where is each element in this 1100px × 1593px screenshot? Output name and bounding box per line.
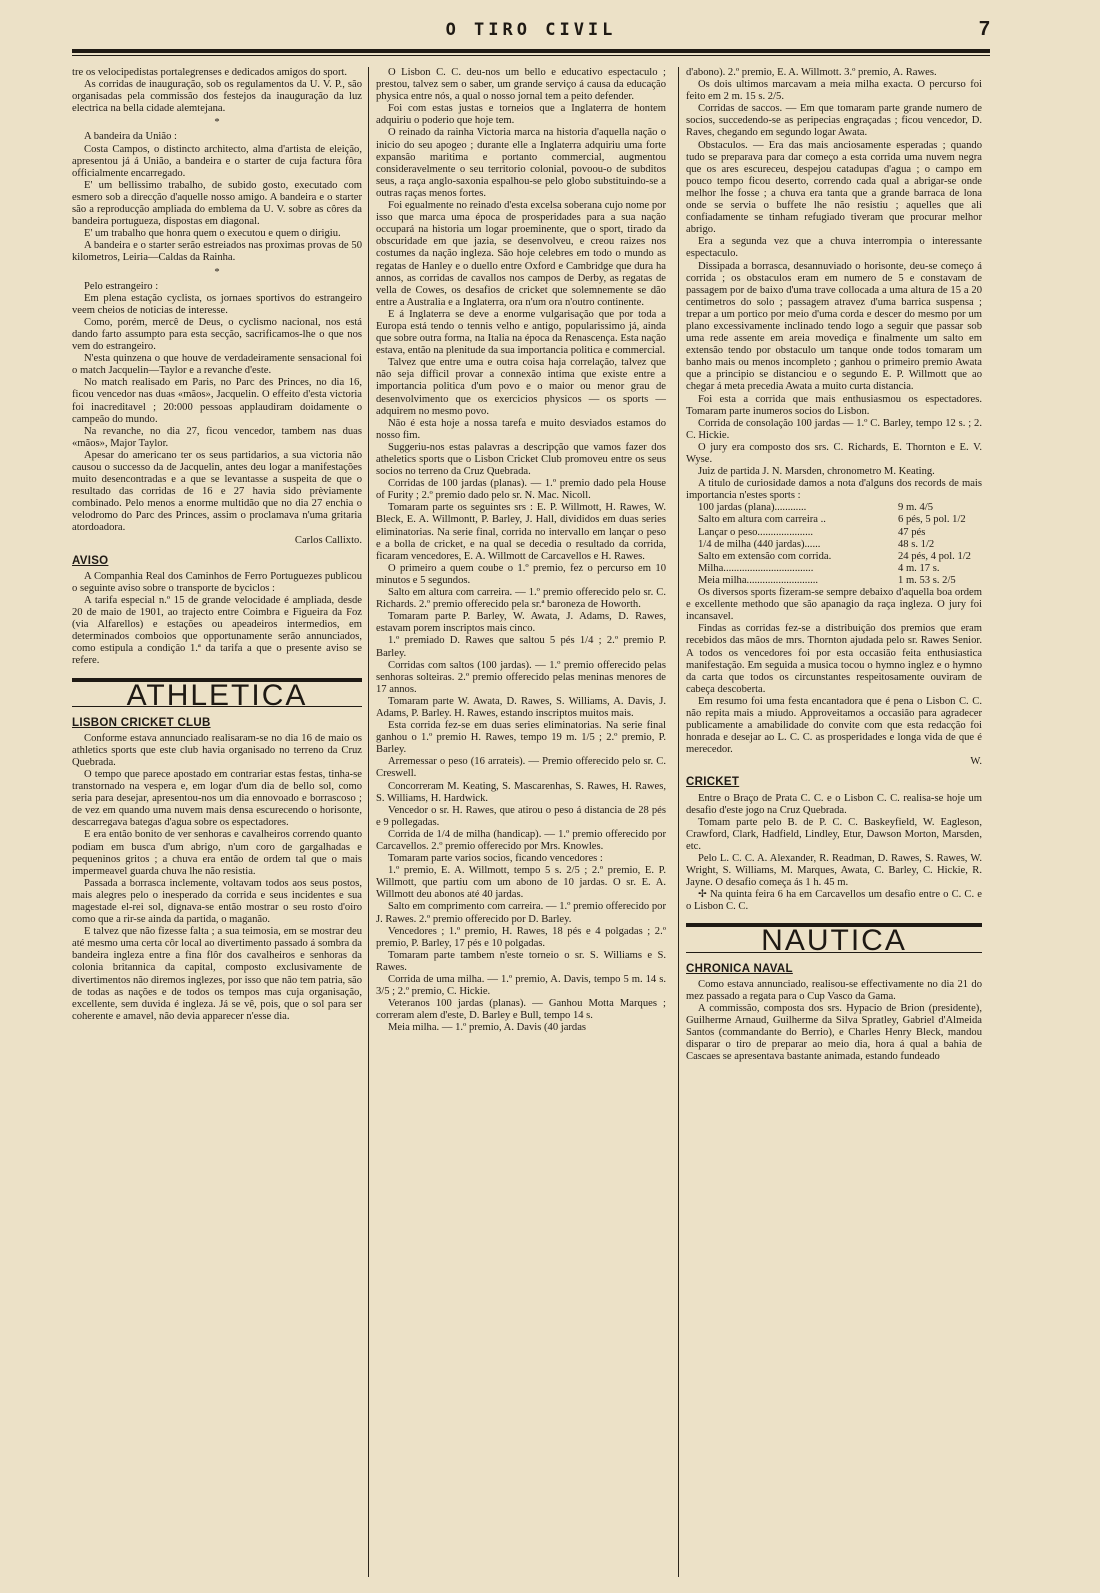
header-rule-thick xyxy=(72,49,990,53)
paragraph: Arremessar o peso (16 arrateis). — Premio offerecido pelo sr. C. Creswell. xyxy=(376,756,666,780)
paragraph: Corridas com saltos (100 jardas). — 1.º premio offerecido pelas senhoras solteiras. 2.º premio offerecido pelas meninas menores de 17 annos. xyxy=(376,659,666,695)
paragraph: Meia milha. — 1.º premio, A. Davis (40 jardas xyxy=(388,1022,587,1034)
paragraph: Tomam parte pelo B. de P. C. C. Baskeyfield, W. Eagleson, Crawford, Clark, Hadfield, Lindley, Etur, Dawson Morton, Marsden, etc. xyxy=(686,816,982,852)
paragraph: tre os velocipedistas portalegrenses e dedicados amigos do sport. xyxy=(72,67,348,78)
paragraph: Em resumo foi uma festa encantadora que é pena o Lisbon C. C. não repita mais a miudo. Approveitamos a occasião para agradecer publicamente a amabilidade do convite com que esta redacção foi honrada e desejar ao L. C. C. as prosperidades e longa vida de que é merecedor. xyxy=(686,695,982,756)
record-value: 24 pés, 4 pol. 1/2 xyxy=(898,550,971,562)
record-row xyxy=(686,539,982,551)
subsection-heading: CHRONICA NAVAL xyxy=(686,962,793,975)
record-value: 1 m. 53 s. 2/5 xyxy=(898,574,956,586)
paragraph: Na revanche, no dia 27, ficou vencedor, tambem nas duas «mãos», Major Taylor. xyxy=(72,425,362,449)
paragraph: 1.º premiado D. Rawes que saltou 5 pés 1/4 ; 2.º premio P. Barley. xyxy=(376,635,666,659)
record-event: Meia milha........................... xyxy=(698,574,819,586)
record-row xyxy=(686,551,982,563)
paragraph: Juiz de partida J. N. Marsden, chronometro M. Keating. xyxy=(698,466,935,478)
record-row xyxy=(686,514,982,526)
paragraph: O Lisbon C. C. deu-nos um bello e educativo espectaculo ; prestou, talvez sem o saber, um grande serviço á causa da educação physica entre nós, a qual o nosso jornal tem a peito defender. xyxy=(376,67,666,103)
paragraph: O primeiro a quem coube o 1.º premio, fez o percurso em 10 minutos e 5 segundos. xyxy=(376,562,666,586)
paragraph: E á Inglaterra se deve a enorme vulgarisação que por toda a Europa está tendo o tennis velho e antigo, popularissimo já, ainda que sobre outra forma, na Italia na época da Renascença. Esta nação estava, então na plenitude da sua importancia politica e commercial. xyxy=(376,308,666,357)
paragraph: A bandeira da União : xyxy=(84,131,177,143)
paragraph: Corrida de 1/4 de milha (handicap). — 1.º premio offerecido por Carcavellos. 2.º premio offerecido por Mrs. Knowles. xyxy=(376,828,666,852)
paragraph: Concorreram M. Keating, S. Mascarenhas, S. Rawes, H. Rawes, S. Williams, H. Hardwick. xyxy=(376,780,666,804)
masthead-title: O TIRO CIVIL xyxy=(445,20,617,40)
paragraph: Como estava annunciado, realisou-se effectivamente no dia 21 do mez passado a regata para o Cup Vasco da Gama. xyxy=(686,978,982,1002)
paragraph: Dissipada a borrasca, desannuviado o horisonte, deu-se começo á corrida ; os obstaculos eram em numero de 5 e constavam de passagem por de baixo d'uma trave collocada a uma altura de 15 a 20 centimetros do solo ; passagem atravez d'uma barrica suspensa ; trepar a um portico por meio d'uma corda e descer do mesmo por um plano excessivamente inclinado tendo logo a seguir que passar sob uma rede assente em areia movediça e finalmente um salto em extensão tendo por obstaculo um tanque onde todos tomaram um banho mais ou menos incompleto ; ganhou o primeiro premio Awata que a principio se distanciou e o segundo E. P. Willmott que ao chegar á meta precedia Awata a muito curta distancia. xyxy=(686,260,982,393)
paragraph: Salto em altura com carreira. — 1.º premio offerecido pelo sr. C. Richards. 2.º premio offerecido pela sr.ª baroneza de Howorth. xyxy=(376,587,666,611)
paragraph: A tarifa especial n.º 15 de grande velocidade é ampliada, desde 20 de maio de 1901, ao trajecto entre Coimbra e Figueira da Foz (via Alfarellos) e estações ou apeadeiros intermedios, em determinados comboios que opportunamente serão annunciados, como estipula a condição 1.ª da tarifa a que o presente aviso se refere. xyxy=(72,594,362,667)
paragraph: Suggeriu-nos estas palavras a descripção que vamos fazer dos atheletics sports que o Lisbon Cricket Club promoveu entre os seus socios no terreno da Cruz Quebrada. xyxy=(376,441,666,478)
paragraph: Entre o Braço de Prata C. C. e o Lisbon C. C. realisa-se hoje um desafio d'este jogo na Cruz Quebrada. xyxy=(686,792,982,816)
paragraph: Tomaram parte os seguintes srs : E. P. Willmott, H. Rawes, W. Bleck, E. A. Willmontt, P. Barley, J. Hall, divididos em duas series eliminatorias. Na serie final, corrida no intervallo em lançar o peso e a bolla de cricket, e na qual se decedia o resultado da corrida, ficaram vencedores, E. A. Willmott de Carcavellos e H. Rawes. xyxy=(376,502,666,562)
record-event: Salto em altura com carreira .. xyxy=(698,514,826,526)
paragraph: Corrida de uma milha. — 1.º premio, A. Davis, tempo 5 m. 14 s. 3/5 ; 2.º premio, C. Hickie. xyxy=(376,974,666,998)
record-row xyxy=(686,502,982,514)
section-heading: ATHLETICA xyxy=(72,678,362,707)
record-value: 6 pés, 5 pol. 1/2 xyxy=(898,514,966,526)
paragraph: Os dois ultimos marcavam a meia milha exacta. O percurso foi feito em 2 m. 15 s. 2/5. xyxy=(686,79,982,103)
paragraph: Em plena estação cyclista, os jornaes sportivos do estrangeiro veem cheios de noticias de interesse. xyxy=(72,292,362,316)
record-row xyxy=(686,527,982,539)
paragraph: Vencedor o sr. H. Rawes, que atirou o peso á distancia de 28 pés e 9 pollegadas. xyxy=(376,804,666,828)
column-3-part-b xyxy=(686,587,982,1063)
paragraph: Veteranos 100 jardas (planas). — Ganhou Mottа Marques ; correram alem d'este, D. Barley e Bull, tempo 14 s. xyxy=(376,998,666,1022)
record-event: Salto em extensão com corrida. xyxy=(698,550,832,562)
paragraph: Foi egualmente no reinado d'esta excelsa soberana cujo nome por isso que marca uma época de prosperidades para a sua nação occupará na historia um logar proeminente, que o sport, tirado da obscuridade em que jazia, se desenvolveu, e creou raizes nos costumes da nação ingleza. São hoje celebres em todo o mundo as regatas de Hanley e o duello entre Oxford e Cambridge que dura ha annos, as corridas de cavallos nos campos de Derby, as regatas de vella de Cowes, os desafios de cricket que solemnemente se dão entre a Australia e a Inglaterra, ora n'um ora n'outro continente. xyxy=(376,200,666,308)
paragraph: Corridas de 100 jardas (planas). — 1.º premio dado pela House of Furity ; 2.º premio dado pelo sr. N. Mac. Nicoll. xyxy=(376,478,666,502)
paragraph: Conforme estava annunciado realisaram-se no dia 16 de maio os athletics sports que este club havia organisado no terreno da Cruz Quebrada. xyxy=(72,732,362,768)
paragraph: O tempo que parece apostado em contrariar estas festas, tinha-se transtornado na vespera e, em logar d'um dia de bello sol, como seria para desejar, apresentou-nos um dia ennovoado e borrascoso ; de vez em quando uma nuvem mais densa escurecendo o horisonte, descarregava bategas d'agua sobre os espectadores. xyxy=(72,768,362,829)
record-event: 100 jardas (plana)............ xyxy=(698,502,807,514)
column-divider-2 xyxy=(678,67,679,1577)
records-table xyxy=(686,502,982,587)
paragraph: Tomaram parte tambem n'este torneio o sr. S. Williams e S. Rawes. xyxy=(376,949,666,973)
paragraph: A commissão, composta dos srs. Hypacio de Brion (presidente), Guilherme Arnaud, Guilherme da Silva Spratley, Gabriel d'Almeida Santos (commandante do Berrio), e Charles Henry Bleck, mandou disparar o tiro de preparar ao meio dia, hora á qual a bahia de Cascaes se apresentava bastante animada, estando fundeado xyxy=(686,1002,982,1063)
paragraph: E talvez que não fizesse falta ; a sua teimosia, em se mostrar deu até mesmo uma certa côr local ao divertimento passado á sombra da bandeira ingleza entre a fina flôr dos cavalheiros e senhoras da colonia britannica da capital, composto exclusivamente de divertimentos não diremos inglezes, por isso que não tem patria, são de todas as nações e de todos os tempos mas cuja organisação, excellente, sem duvida é ingleza. Já se vê, pois, que o sol para ser coherente e amavel, não devia apparecer n'esse dia. xyxy=(72,926,362,1022)
paragraph: Como, porém, mercê de Deus, o cyclismo nacional, nos está dando farto assumpto para esta secção, sacrificamos-lhe o que nos vem do estrangeiro. xyxy=(72,316,362,353)
record-event: Lançar o peso..................... xyxy=(698,526,814,538)
paragraph: A Companhia Real dos Caminhos de Ferro Portuguezes publicou o seguinte aviso sobre o transporte de byciclos : xyxy=(72,570,362,594)
paragraph: Foi esta a corrida que mais enthusiasmou os espectadores. Tomaram parte inumeros socios do Lisbon. xyxy=(686,393,982,417)
paragraph: No match realisado em Paris, no Parc des Princes, no dia 16, ficou vencedor nas duas «mãos», Jacquelin. O effeito d'esta victoria foi inacreditavel ; 20:000 pessoas applaudiram doidamente o campeão do mundo. xyxy=(72,377,362,425)
paragraph: Tomaram parte W. Awata, D. Rawes, S. Williams, A. Davis, J. Adams, P. Barley. H. Rawes, estando inscriptos muitos mais. xyxy=(376,695,666,719)
paragraph: N'esta quinzena o que houve de verdadeiramente sensacional foi o match Jacquelin—Taylor e a revanche d'este. xyxy=(72,353,362,377)
record-value: 4 m. 17 s. xyxy=(898,562,940,574)
signature: W. xyxy=(970,756,982,768)
paragraph: A bandeira e o starter serão estreiados nas proximas provas de 50 kilometros, Leiria—Caldas da Rainha. xyxy=(72,240,362,264)
subsection-heading: LISBON CRICKET CLUB xyxy=(72,716,211,729)
paragraph: 1.º premio, E. A. Willmott, tempo 5 s. 2/5 ; 2.º premio, E. P. Willmott, que partiu com um abono de 10 jardas. O sr. E. A. Willmott deu abonos até 40 jardas. xyxy=(376,865,666,901)
paragraph: Não é esta hoje a nossa tarefa e muito desviados estamos do nosso fim. xyxy=(376,417,666,441)
record-value: 47 pés xyxy=(898,526,926,538)
paragraph: Costa Campos, o distincto architecto, alma d'artista de eleição, apresentou já á União, a bandeira e o starter de cuja factura fôra officialmente encarregado. xyxy=(72,143,362,179)
separator-asterisk: * xyxy=(214,117,220,129)
paragraph: Corridas de saccos. — Em que tomaram parte grande numero de socios, succedendo-se as peripecias engraçadas ; ficou vencedor, D. Raves, chegando em segundo logar Awata. xyxy=(686,103,982,139)
paragraph: Talvez que entre uma e outra coisa haja correlação, talvez que não seja difficil provar a connexão intima que existe entre a importancia politica d'um povo e o maior ou menor grau de desenvolvimento que os exercicios physicos — os sports — adquirem no mesmo povo. xyxy=(376,357,666,417)
paragraph: Salto em comprimento com carreira. — 1.º premio offerecido por J. Rawes. 2.º premio offerecido por D. Barley. xyxy=(376,901,666,925)
paragraph: Tomaram parte varios socios, ficando vencedores : xyxy=(388,853,603,865)
record-row xyxy=(686,563,982,575)
header-rule-thin xyxy=(72,55,990,56)
paragraph: E' um bellissimo trabalho, de subido gosto, executado com esmero sob a direcção d'aquelle nosso amigo. A bandeira e o starter são a reproducção ampliada do emblema da U. V. sobre as côres da bandeira portugueza, dispostas em diagonal. xyxy=(72,179,362,228)
paragraph: Pelo L. C. C. A. Alexander, R. Readman, D. Rawes, S. Rawes, W. Wright, S. Williams, M. Marques, Awata, C. Barley, C. Hickie, R. Jayne. O desafio começa ás 1 h. 45 m. xyxy=(686,853,982,889)
column-divider-1 xyxy=(368,67,369,1577)
paragraph: Era a segunda vez que a chuva interrompia o interessante espectaculo. xyxy=(686,236,982,260)
record-event: 1/4 de milha (440 jardas)...... xyxy=(698,538,821,550)
page-header xyxy=(72,0,990,48)
paragraph: Foi com estas justas e torneios que a Inglaterra de hontem adquiriu o poderio que hoje tem. xyxy=(376,103,666,127)
paragraph: E era então bonito de ver senhoras e cavalheiros correndo quanto podiam em busca d'um abrigo, n'um coro de gargalhadas e pequeninos gritos ; a chuva era então de ordem tal que o mais impermeavel guarda chuva lhe não resistia. xyxy=(72,829,362,877)
paragraph: Vencedores ; 1.º premio, H. Rawes, 18 pés e 4 polgadas ; 2.º premio, P. Barley, 17 pés e 10 polgadas. xyxy=(376,925,666,949)
column-1 xyxy=(72,67,362,1023)
paragraph: Corrida de consolação 100 jardas — 1.º C. Barley, tempo 12 s. ; 2. C. Hickie. xyxy=(686,417,982,441)
paragraph: ✢ Na quinta feira 6 ha em Carcavellos um desafio entre o C. C. e o Lisbon C. C. xyxy=(686,889,982,913)
paragraph: Obstaculos. — Era das mais anciosamente esperadas ; quando tudo se preparava para dar começo a esta corrida uma nuvem negra que os ares escureceu, despejou catadupas d'agua ; o campo em pouco tempo ficou deserto, correndo cada qual a abrigar-se onde melhor lhe fosse ; a chuva era tanta que a grande barraca de lona onde se servia o buffete lhe não resistiu ; aquelles que ali confiadamente se tinham refugiado tiveram que procurar melhor abrigo. xyxy=(686,139,982,236)
paragraph: Esta corrida fez-se em duas series eliminatorias. Na serie final ganhou o 1.º premio H. Rawes, tempo 19 m. 1/5 ; 2.º premio, P. Barley. xyxy=(376,720,666,756)
paragraph: d'abono). 2.º premio, E. A. Willmott. 3.º premio, A. Rawes. xyxy=(686,67,937,78)
separator-asterisk: * xyxy=(214,266,220,278)
page-number: 7 xyxy=(978,18,990,40)
paragraph: A titulo de curiosidade damos a nota d'alguns dos records de mais importancia n'estes sports : xyxy=(686,478,982,502)
record-value: 9 m. 4/5 xyxy=(898,502,934,514)
column-3-part-a xyxy=(686,67,982,502)
column-2 xyxy=(376,67,666,1035)
paragraph: As corridas de inauguração, sob os regulamentos da U. V. P., são organisadas pela commissão dos festejos da inauguração da luz electrica na bella cidade alemtejana. xyxy=(72,79,362,115)
paragraph: Apesar do americano ter os seus partidarios, a sua victoria não causou o successo da de Jacquelin, antes deu logar a manifestações muito desencontradas e a que se levantasse a suspeita de que o resultado das corridas de 16 e 27 havia sido prèviamente combinado. Pelo menos a enorme multidão que no dia 27 enchia o velodromo do Parc des Princes, assim o proclamava n'uma gritaria atordoadora. xyxy=(72,449,362,534)
paragraph: O reinado da rainha Victoria marca na historia d'aquella nação o inicio do seu apogeo ; durante elle a Inglaterra adquiriu uma forte expansão maritima e portanto commercial, augmentou consideravelmente o seu territorio colonial, povoou-o de subditos seus, a raça anglo-saxonia espalhou-se pelo globo substituindo-se a outras raças menos fortes. xyxy=(376,127,666,199)
record-value: 48 s. 1/2 xyxy=(898,538,935,550)
paragraph: O jury era composto dos srs. C. Richards, E. Thornton e E. V. Wyse. xyxy=(686,441,982,465)
paragraph: Os diversos sports fizeram-se sempre debaixo d'aquella boa ordem e excellente methodo que são apanagio da raça ingleza. O jury foi incansavel. xyxy=(686,587,982,623)
record-row xyxy=(686,575,982,587)
paragraph: Pelo estrangeiro : xyxy=(84,280,159,292)
paragraph: Tomaram parte P. Barley, W. Awata, J. Adams, D. Rawes, estavam porem inscriptos mais cinco. xyxy=(376,611,666,635)
paragraph: E' um trabalho que honra quem o executou e quem o dirigiu. xyxy=(84,228,341,240)
section-heading: NAUTICA xyxy=(686,923,982,952)
column-3 xyxy=(686,67,982,1063)
signature: Carlos Callixto. xyxy=(294,534,362,546)
subsection-heading: AVISO xyxy=(72,554,109,567)
record-event: Milha.................................. xyxy=(698,562,814,574)
subsection-heading: CRICKET xyxy=(686,776,740,789)
paragraph: Findas as corridas fez-se a distribuição dos premios que eram recebidos das mãos de mrs. Thornton ajudada pelo sr. Rawes Senior. A todos os vencedores foi por esta occasião feita enthusiastica manifestação. Em seguida a musica tocou o hymno inglez e o hymno da carta que todos os circunstantes respeitosamente ouviram de cabeça descoberta. xyxy=(686,623,982,695)
paragraph: Passada a borrasca inclemente, voltavam todos aos seus postos, mais alegres pelo o inesperado da corrida e seus incidentes e sua magestade el-rei sol, dignava-se então mostrar o seu rosto d'oiro como que a rir-se ainda da partida, o maganão. xyxy=(72,877,362,926)
